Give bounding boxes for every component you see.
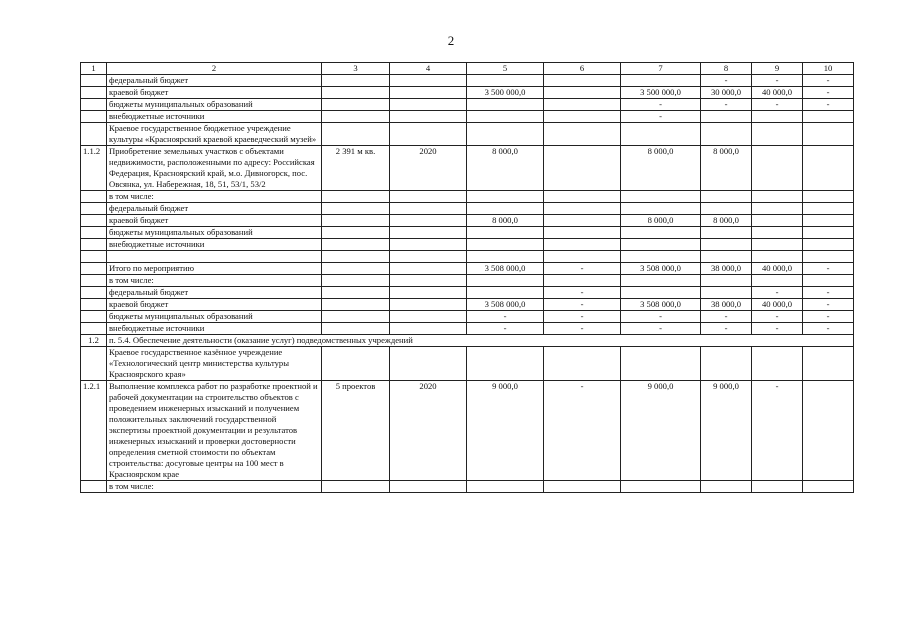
- table-cell-col-2: краевой бюджет: [107, 87, 322, 99]
- column-header: 8: [701, 63, 752, 75]
- table-cell-col-5: [467, 99, 544, 111]
- table-cell-col-8: [701, 481, 752, 493]
- table-cell-col-2: внебюджетные источники: [107, 323, 322, 335]
- column-header: 6: [544, 63, 621, 75]
- table-cell-col-4: [390, 299, 467, 311]
- table-cell-col-2: Краевое государственное бюджетное учреждение культуры «Красноярский краевой краеведческий музей»: [107, 123, 322, 146]
- table-cell-col-1: [81, 203, 107, 215]
- section-body: [81, 335, 854, 347]
- table-cell-col-10: [803, 239, 854, 251]
- table-cell-col-10: [803, 275, 854, 287]
- column-header: 1: [81, 63, 107, 75]
- table-cell-col-3: [322, 111, 390, 123]
- table-cell-col-4: [390, 481, 467, 493]
- table-cell-col-1: [81, 275, 107, 287]
- table-body: [81, 75, 854, 335]
- table-cell-col-4: [390, 99, 467, 111]
- table-cell-col-5: 3 508 000,0: [467, 299, 544, 311]
- table-cell-col-10: [803, 347, 854, 381]
- table-cell-col-8: -: [701, 323, 752, 335]
- table-cell-col-7: 9 000,0: [621, 381, 701, 481]
- table-cell-col-5: [467, 75, 544, 87]
- table-cell-col-2: в том числе:: [107, 481, 322, 493]
- table-cell-col-1: [81, 311, 107, 323]
- table-cell-col-5: 3 508 000,0: [467, 263, 544, 275]
- table-cell-col-8: [701, 347, 752, 381]
- table-cell-col-5: [467, 275, 544, 287]
- table-cell-col-5: [467, 203, 544, 215]
- table-cell-col-10: [803, 123, 854, 146]
- table-cell-col-8: 8 000,0: [701, 146, 752, 191]
- table-cell-col-6: -: [544, 299, 621, 311]
- table-cell-col-8: 38 000,0: [701, 263, 752, 275]
- table-cell-col-3: [322, 481, 390, 493]
- table-row: [81, 111, 854, 123]
- table-cell-col-9: [752, 251, 803, 263]
- table-cell-col-9: -: [752, 311, 803, 323]
- table-cell-col-7: 8 000,0: [621, 146, 701, 191]
- section-row: [81, 335, 854, 347]
- table-cell-col-3: [322, 287, 390, 299]
- table-cell-col-6: [544, 123, 621, 146]
- table-cell-col-7: [621, 75, 701, 87]
- column-header: 4: [390, 63, 467, 75]
- table-cell-col-7: 3 508 000,0: [621, 299, 701, 311]
- table-cell-col-3: [322, 123, 390, 146]
- table-cell-col-9: [752, 227, 803, 239]
- table-cell-col-10: -: [803, 99, 854, 111]
- table-cell-col-7: [621, 191, 701, 203]
- table-cell-col-10: [803, 381, 854, 481]
- table-cell-col-4: [390, 311, 467, 323]
- table-cell-col-2: внебюджетные источники: [107, 239, 322, 251]
- table-cell-col-1: [81, 299, 107, 311]
- table-cell-col-10: -: [803, 75, 854, 87]
- column-header: 5: [467, 63, 544, 75]
- table-cell-col-3: [322, 263, 390, 275]
- table-cell-col-5: [467, 347, 544, 381]
- table-cell-col-8: [701, 239, 752, 251]
- table-cell-col-3: [322, 215, 390, 227]
- table-cell-col-3: [322, 251, 390, 263]
- table-cell-col-4: [390, 203, 467, 215]
- column-header: 9: [752, 63, 803, 75]
- table-cell-col-9: -: [752, 99, 803, 111]
- table-row: [81, 251, 854, 263]
- table-cell-col-1: [81, 239, 107, 251]
- table-cell-col-1: [81, 287, 107, 299]
- table-cell-col-4: [390, 287, 467, 299]
- table-row: [81, 287, 854, 299]
- table-cell-col-6: -: [544, 287, 621, 299]
- table-row: [81, 227, 854, 239]
- table-cell-col-7: 8 000,0: [621, 215, 701, 227]
- table-cell-col-6: [544, 75, 621, 87]
- table-cell-col-4: [390, 123, 467, 146]
- table-cell-col-6: [544, 99, 621, 111]
- table-row: [81, 275, 854, 287]
- table-cell-col-5: [467, 251, 544, 263]
- table-cell-col-2: федеральный бюджет: [107, 75, 322, 87]
- table-cell-col-8: [701, 111, 752, 123]
- table-cell-col-9: -: [752, 323, 803, 335]
- section-title: п. 5.4. Обеспечение деятельности (оказание услуг) подведомственных учреждений: [107, 335, 854, 347]
- table-cell-col-10: -: [803, 323, 854, 335]
- table-row: [81, 263, 854, 275]
- table-cell-col-3: [322, 299, 390, 311]
- table-cell-col-4: [390, 75, 467, 87]
- table-cell-col-10: [803, 203, 854, 215]
- table-cell-col-7: [621, 481, 701, 493]
- table-cell-col-8: -: [701, 75, 752, 87]
- table-cell-col-8: -: [701, 99, 752, 111]
- table-cell-col-5: [467, 191, 544, 203]
- table-header-row: [81, 63, 854, 75]
- table-cell-col-10: -: [803, 87, 854, 99]
- table-row: [81, 311, 854, 323]
- table-cell-col-3: [322, 203, 390, 215]
- table-cell-col-3: [322, 191, 390, 203]
- table-cell-col-2: Выполнение комплекса работ по разработке проектной и рабочей документации на строительство объектов с проведением инженерных изысканий и получением положительных заключений государственной экспертизы проектной документации и результатов инженерных изысканий и проверки достоверности определения сметной стоимости по объектам строительства: досуговые центры на 100 мест в Красноярском крае: [107, 381, 322, 481]
- budget-table: [80, 62, 854, 493]
- table-cell-col-8: [701, 227, 752, 239]
- column-header: 7: [621, 63, 701, 75]
- table-cell-col-10: -: [803, 299, 854, 311]
- table-cell-col-6: -: [544, 381, 621, 481]
- table-cell-col-3: 2 391 м кв.: [322, 146, 390, 191]
- table-cell-col-4: [390, 347, 467, 381]
- table-cell-col-2: Итого по мероприятию: [107, 263, 322, 275]
- table-cell-col-6: -: [544, 311, 621, 323]
- table-cell-col-2: в том числе:: [107, 191, 322, 203]
- table-cell-col-10: -: [803, 263, 854, 275]
- table-cell-col-7: [621, 203, 701, 215]
- table-cell-col-6: [544, 275, 621, 287]
- table-cell-col-6: [544, 87, 621, 99]
- table-cell-col-6: [544, 481, 621, 493]
- table-cell-col-5: 8 000,0: [467, 215, 544, 227]
- table-cell-col-1: [81, 227, 107, 239]
- table-cell-col-9: [752, 347, 803, 381]
- table-cell-col-8: [701, 191, 752, 203]
- table-cell-col-7: [621, 275, 701, 287]
- table-cell-col-3: [322, 347, 390, 381]
- table-cell-col-9: 40 000,0: [752, 299, 803, 311]
- table-row: [81, 299, 854, 311]
- table-cell-col-3: [322, 239, 390, 251]
- table-cell-col-7: [621, 227, 701, 239]
- table-cell-col-4: [390, 215, 467, 227]
- table-cell-col-6: [544, 203, 621, 215]
- table-cell-col-9: [752, 481, 803, 493]
- table-cell-col-1: 1.2.1: [81, 381, 107, 481]
- table-cell-col-4: [390, 227, 467, 239]
- table-cell-col-9: [752, 123, 803, 146]
- table-row: [81, 75, 854, 87]
- table-cell-col-9: 40 000,0: [752, 87, 803, 99]
- table-cell-col-1: [81, 75, 107, 87]
- table-cell-col-7: [621, 251, 701, 263]
- table-cell-col-6: [544, 227, 621, 239]
- table-cell-col-5: -: [467, 311, 544, 323]
- table-cell-col-9: 40 000,0: [752, 263, 803, 275]
- table-cell-col-8: [701, 251, 752, 263]
- table-cell-col-2: краевой бюджет: [107, 215, 322, 227]
- table-cell-col-2: краевой бюджет: [107, 299, 322, 311]
- table-cell-col-3: [322, 99, 390, 111]
- table-cell-col-10: [803, 251, 854, 263]
- table-cell-col-6: [544, 239, 621, 251]
- table-cell-col-9: [752, 111, 803, 123]
- table-row: [81, 87, 854, 99]
- table-cell-col-5: 8 000,0: [467, 146, 544, 191]
- table-cell-col-5: 9 000,0: [467, 381, 544, 481]
- table-row: [81, 481, 854, 493]
- table-cell-col-3: [322, 323, 390, 335]
- table-cell-col-5: [467, 227, 544, 239]
- table-cell-col-1: [81, 251, 107, 263]
- table-cell-col-3: [322, 227, 390, 239]
- table-cell-col-1: 1.1.2: [81, 146, 107, 191]
- table-row: [81, 123, 854, 146]
- table-cell-col-4: 2020: [390, 381, 467, 481]
- table-body-second: [81, 347, 854, 493]
- table-cell-col-9: [752, 275, 803, 287]
- table-cell-col-7: -: [621, 311, 701, 323]
- table-cell-col-7: 3 508 000,0: [621, 263, 701, 275]
- table-cell-col-8: [701, 203, 752, 215]
- table-cell-col-10: [803, 111, 854, 123]
- table-cell-col-8: 9 000,0: [701, 381, 752, 481]
- column-header: 3: [322, 63, 390, 75]
- table-cell-col-9: [752, 239, 803, 251]
- table-cell-col-9: [752, 203, 803, 215]
- table-cell-col-2: бюджеты муниципальных образований: [107, 99, 322, 111]
- table-cell-col-2: бюджеты муниципальных образований: [107, 227, 322, 239]
- table-cell-col-4: [390, 191, 467, 203]
- table-cell-col-10: -: [803, 287, 854, 299]
- table-cell-col-7: [621, 287, 701, 299]
- table-cell-col-8: [701, 275, 752, 287]
- table-cell-col-8: [701, 287, 752, 299]
- table-cell-col-3: [322, 75, 390, 87]
- table-cell-col-5: [467, 481, 544, 493]
- table-cell-col-5: [467, 123, 544, 146]
- table-cell-col-4: [390, 275, 467, 287]
- table-cell-col-5: 3 500 000,0: [467, 87, 544, 99]
- table-cell-col-10: [803, 146, 854, 191]
- table-row: [81, 99, 854, 111]
- table-cell-col-8: 30 000,0: [701, 87, 752, 99]
- column-header: 2: [107, 63, 322, 75]
- table-cell-col-1: [81, 215, 107, 227]
- table-cell-col-4: [390, 251, 467, 263]
- table-cell-col-7: [621, 347, 701, 381]
- table-cell-col-1: [81, 481, 107, 493]
- table-cell-col-2: Приобретение земельных участков с объектами недвижимости, расположенными по адресу: Российская Федерация, Красноярский край, м.о. Дивногорск, пос. Овсянка, ул. Набережная, 18, 51, 53/1, 53/2: [107, 146, 322, 191]
- table-cell-col-9: [752, 215, 803, 227]
- table-cell-col-8: 38 000,0: [701, 299, 752, 311]
- table-cell-col-4: [390, 263, 467, 275]
- table-cell-col-1: [81, 99, 107, 111]
- table-cell-col-5: [467, 239, 544, 251]
- table-cell-col-3: [322, 311, 390, 323]
- table-cell-col-9: -: [752, 381, 803, 481]
- table-cell-col-1: [81, 87, 107, 99]
- table-cell-col-10: [803, 191, 854, 203]
- table-cell-col-1: [81, 111, 107, 123]
- table-cell-col-6: [544, 191, 621, 203]
- table-cell-col-7: -: [621, 99, 701, 111]
- table-cell-col-10: -: [803, 311, 854, 323]
- table-cell-col-2: [107, 251, 322, 263]
- table-cell-col-10: [803, 215, 854, 227]
- table-cell-col-6: -: [544, 263, 621, 275]
- section-number: 1.2: [81, 335, 107, 347]
- table-row: [81, 239, 854, 251]
- table-cell-col-7: [621, 239, 701, 251]
- table-cell-col-7: -: [621, 323, 701, 335]
- table-cell-col-5: [467, 111, 544, 123]
- table-cell-col-8: -: [701, 311, 752, 323]
- table-cell-col-7: 3 500 000,0: [621, 87, 701, 99]
- table-cell-col-4: [390, 111, 467, 123]
- table-cell-col-8: 8 000,0: [701, 215, 752, 227]
- table-row: [81, 323, 854, 335]
- table-cell-col-6: [544, 251, 621, 263]
- table-cell-col-5: [467, 287, 544, 299]
- table-cell-col-4: [390, 239, 467, 251]
- table-cell-col-6: [544, 146, 621, 191]
- table-cell-col-7: [621, 123, 701, 146]
- table-cell-col-1: [81, 123, 107, 146]
- table-cell-col-5: -: [467, 323, 544, 335]
- table-cell-col-2: внебюджетные источники: [107, 111, 322, 123]
- table-cell-col-4: [390, 323, 467, 335]
- table-cell-col-1: [81, 263, 107, 275]
- table-row: [81, 381, 854, 481]
- table-cell-col-9: [752, 146, 803, 191]
- table-cell-col-7: -: [621, 111, 701, 123]
- table-row: [81, 347, 854, 381]
- table-cell-col-6: [544, 347, 621, 381]
- table-cell-col-10: [803, 227, 854, 239]
- table-cell-col-2: Краевое государственное казённое учреждение «Технологический центр министерства культуры Красноярского края»: [107, 347, 322, 381]
- table-cell-col-4: 2020: [390, 146, 467, 191]
- table-row: [81, 215, 854, 227]
- table-cell-col-2: федеральный бюджет: [107, 287, 322, 299]
- table-cell-col-10: [803, 481, 854, 493]
- table-cell-col-3: [322, 87, 390, 99]
- table-cell-col-1: [81, 323, 107, 335]
- table-row: [81, 203, 854, 215]
- table-cell-col-9: -: [752, 75, 803, 87]
- table-cell-col-2: бюджеты муниципальных образований: [107, 311, 322, 323]
- table-row: [81, 146, 854, 191]
- table-cell-col-2: федеральный бюджет: [107, 203, 322, 215]
- table-cell-col-3: 5 проектов: [322, 381, 390, 481]
- table-cell-col-2: в том числе:: [107, 275, 322, 287]
- table-cell-col-9: -: [752, 287, 803, 299]
- table-cell-col-6: -: [544, 323, 621, 335]
- table-cell-col-9: [752, 191, 803, 203]
- table-cell-col-6: [544, 215, 621, 227]
- column-header: 10: [803, 63, 854, 75]
- table-cell-col-3: [322, 275, 390, 287]
- table-cell-col-8: [701, 123, 752, 146]
- table-cell-col-1: [81, 191, 107, 203]
- page-number: 2: [447, 33, 455, 48]
- table-row: [81, 191, 854, 203]
- table-cell-col-6: [544, 111, 621, 123]
- table-cell-col-4: [390, 87, 467, 99]
- table-cell-col-1: [81, 347, 107, 381]
